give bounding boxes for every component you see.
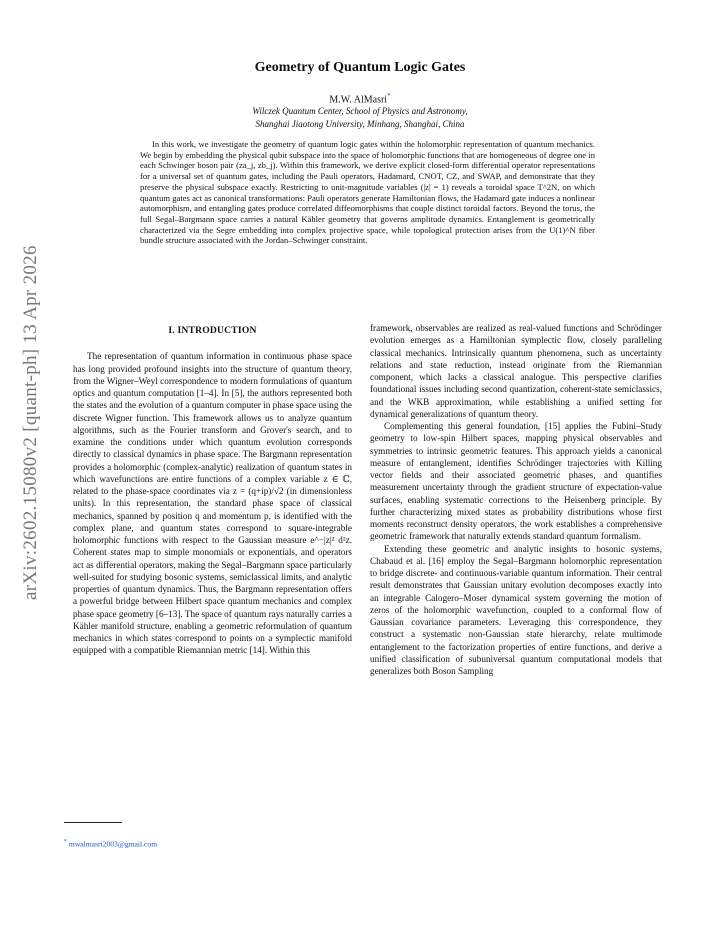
- intro-paragraph-3: Extending these geometric and analytic insights to bosonic systems, Chabaud et al. [16] employ the Segal–Bargmann holomorphic representation to bridge discrete- and continuous-variable quantum information. Their central result demonstrates that Gaussian unitary evolution decomposes exactly into an integrable Calogero–Moser dynamical system governing the motion of zeros of the holomorphic wavefunction, coupled to a conformal flow of Gaussian covariance parameters. Leveraging this correspondence, they construct a systematic non-Gaussian state hierarchy, relate multimode entanglement to the factorization properties of entire functions, and derive a unified classification of subuniversal quantum computational models that generalizes both Boson Sampling: [370, 543, 662, 676]
- intro-paragraph-2: Complementing this general foundation, [15] applies the Fubini–Study geometry to low-spin Hilbert spaces, mapping physical observables and symmetries to intrinsic geometric features. This approach yields a canonical measure of entanglement, identifies Schrödinger trajectories with Killing vector fields and their associated geometric phases, and quantifies measurement uncertainty through the gradient structure of expectation-value surfaces, enabling systematic corrections to the Heisenberg principle. By further characterizing mixed states as probability distributions whose first moments reconstruct density operators, the work establishes a comprehensive geometric framework that naturally extends standard quantum formalism.: [370, 421, 662, 542]
- section-heading: I. INTRODUCTION: [168, 325, 257, 336]
- author-email-link[interactable]: mwalmasri2003@gmail.com: [68, 839, 158, 849]
- arxiv-identifier: arXiv:2602.15080v2 [quant-ph] 13 Apr 2026: [20, 245, 41, 600]
- abstract-text: In this work, we investigate the geometry of quantum logic gates within the holomorphic representation of quantum mechanics. We begin by embedding the physical qubit subspace into the space of holomorphic functions that are homogeneous of degree one in each Schwinger boson pair (za_j, zb_j). Within this framework, we derive explicit closed-form differential operator representations for a universal set of quantum gates, including the Pauli operators, Hadamard, CNOT, CZ, and SWAP, and demonstrate that they preserve the physical subspace exactly. Restricting to unit-magnitude variables (|z| = 1) reveals a toroidal space T^2N, on which quantum gates act as canonical transformations: Pauli operators generate Hamiltonian flows, the Hadamard gate induces a nonlinear automorphism, and entangling gates produce correlated diffeomorphisms that couple distinct toroidal factors. Beyond the torus, the full Segal–Bargmann space carries a natural Kähler geometry that governs amplitude dynamics. Entanglement is geometrically characterized via the Segre embedding into complex projective space, while topological protection arises from the U(1)^N fiber bundle structure associated with the Jordan–Schwinger constraint.: [140, 139, 595, 246]
- left-column: [73, 322, 352, 657]
- author-footnote-mark[interactable]: *: [387, 92, 391, 100]
- paper-title: Geometry of Quantum Logic Gates: [254, 60, 466, 75]
- right-column: [370, 322, 662, 677]
- affiliation-line-1: Wilczek Quantum Center, School of Physics and Astronomy,: [252, 106, 468, 116]
- intro-paragraph-1-continued: framework, observables are realized as real-valued functions and Schrödinger evolution emerges as a Hamiltonian symplectic flow, closely paralleling classical mechanics. Intrinsically quantum phenomena, such as uncertainty relations and state reduction, instead originate from the Riemannian component, which lacks a classical analogue. This perspective clarifies foundational issues including second quantization, coherent-state semiclassics, and the WKB approximation, while establishing a unified setting for dynamical generalizations of quantum theory.: [370, 323, 662, 419]
- footnote-mark: *: [64, 839, 67, 845]
- author-name: M.W. AlMasri: [329, 94, 388, 106]
- abstract: [140, 139, 595, 246]
- intro-paragraph-1: The representation of quantum information in continuous phase space has long provided profound insights into the structure of quantum theory, from the Wigner–Weyl correspondence to modern formulations of quantum optics and quantum computation [1–4]. In [5], the authors represented both the states and the evolution of a quantum computer in phase space using the discrete Wigner function. This framework allows us to analyze quantum algorithms, such as the Fourier transform and Grover's search, and to examine the conditions under which quantum evolution corresponds directly to classical dynamics in phase space. The Bargmann representation provides a holomorphic (complex-analytic) realization of quantum states in which wavefunctions are entire functions of a complex variable z ∈ ℂ, related to the phase-space coordinates via z = (q+ip)/√2 (in dimensionless units). In this representation, the standard phase space of classical mechanics, spanned by position q and momentum p, is identified with the complex plane, and quantum states correspond to square-integrable holomorphic functions with respect to the Gaussian measure e^−|z|² d²z. Coherent states map to simple monomials or exponentials, and operators act as differential operators, making the Segal–Bargmann space particularly well-suited for studying bosonic systems, semiclassical limits, and analytic properties of quantum dynamics. Thus, the Bargmann representation offers a powerful bridge between Hilbert space quantum mechanics and complex phase space geometry [6–13]. The space of quantum rays naturally carries a Kähler manifold structure, enabling a geometric reformulation of quantum mechanics in which states correspond to points on a symplectic manifold equipped with a compatible Riemannian metric [14]. Within this: [73, 351, 352, 656]
- footnote: [64, 839, 157, 849]
- footnote-rule: [64, 822, 122, 823]
- affiliation-line-2: Shanghai Jiaotong University, Minhang, Shanghai, China: [255, 119, 465, 129]
- author-line: [0, 92, 720, 105]
